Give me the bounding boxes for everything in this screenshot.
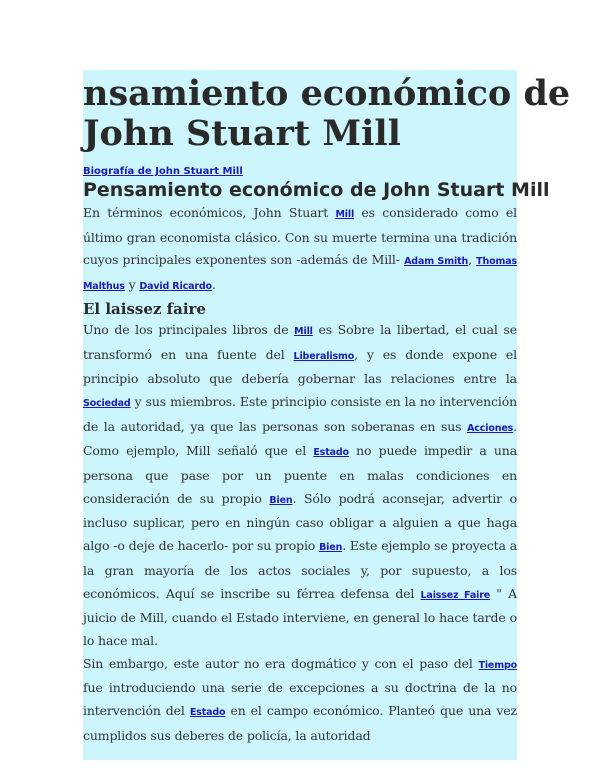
body1-text-2: es Sobre la libertad, el cual se transformó en una fuente del (83, 321, 517, 362)
title-line-2: John Stuart Mill (83, 113, 401, 154)
intro-text-4: y (124, 277, 140, 293)
link-mill-2[interactable]: Mill (294, 325, 313, 337)
body-paragraph-2 (83, 653, 517, 748)
body2-text-2: fue introduciendo una serie de excepciones a su doctrina de la no intervención del (83, 680, 517, 719)
link-estado[interactable]: Estado (313, 447, 349, 459)
link-estado-2[interactable]: Estado (189, 707, 226, 719)
body1-text-6: no puede impedir a una persona que pase por un puente en malas condiciones en consideración de su propio (83, 443, 518, 506)
body1-text-4: y sus miembros. Este principio consiste en la no intervención de la autoridad, ya que las personas son soberanas en sus (83, 393, 517, 434)
body1-text-1: Uno de los principales libros de (83, 321, 295, 337)
intro-text-5: . (211, 277, 216, 293)
biography-link[interactable]: Biografía de John Stuart Mill (83, 166, 243, 177)
intro-paragraph (83, 202, 517, 299)
link-adam-smith[interactable]: Adam Smith (404, 256, 469, 268)
link-bien-2[interactable]: Bien (319, 542, 343, 554)
link-thomas-malthus[interactable]: Thomas Malthus (83, 256, 518, 293)
link-mill[interactable]: Mill (335, 209, 355, 220)
intro-text-2: es considerado como el último gran economista clásico. Con su muerte termina una tradición cuyos principales exponentes son -además de Mill- (83, 205, 518, 268)
body1-text-7: . Sólo podrá aconsejar, advertir o incluso suplicar, pero en ningún caso obligar a alguien a que haga algo -o deje de hacerlo- por su propio (83, 490, 517, 554)
body2-text-3: en el campo económico. Planteó que una vez cumplidos sus deberes de policía, la autoridad (83, 703, 517, 743)
link-sociedad[interactable]: Sociedad (83, 397, 131, 409)
link-acciones[interactable]: Acciones (467, 422, 514, 434)
title-line-1: nsamiento económico de (83, 73, 571, 114)
link-laissez-faire[interactable]: Laissez Faire (420, 589, 491, 601)
section-title: El laissez faire (83, 299, 206, 318)
page-title (83, 70, 571, 154)
link-david-ricardo[interactable]: David Ricardo (139, 281, 212, 293)
link-liberalismo[interactable]: Liberalismo (293, 350, 355, 362)
body2-text-1: Sin embargo, este autor no era dogmático y con el paso del (83, 655, 479, 671)
body1-text-5: . Como ejemplo, Mill señaló que el (83, 418, 517, 459)
intro-text-1: En términos económicos, John Stuart (83, 205, 336, 220)
body1-text-3: , y es donde expone el principio absoluto que debería gobernar las relaciones entre la (83, 346, 517, 387)
body-paragraph-1 (83, 319, 517, 653)
body1-text-9: " A juicio de Mill, cuando el Estado interviene, en general lo hace tarde o lo hace mal. (83, 585, 518, 648)
body1-text-8: . Este ejemplo se proyecta a la gran mayoría de los actos sociales y, por supuesto, a los económicos. Aquí se inscribe su férrea defensa del (83, 538, 517, 601)
intro-text-3: , (468, 252, 477, 268)
document-page (83, 70, 571, 760)
link-tiempo[interactable]: Tiempo (478, 659, 517, 671)
link-bien-1[interactable]: Bien (269, 494, 293, 506)
article-subtitle: Pensamiento económico de John Stuart Mill (83, 179, 550, 201)
